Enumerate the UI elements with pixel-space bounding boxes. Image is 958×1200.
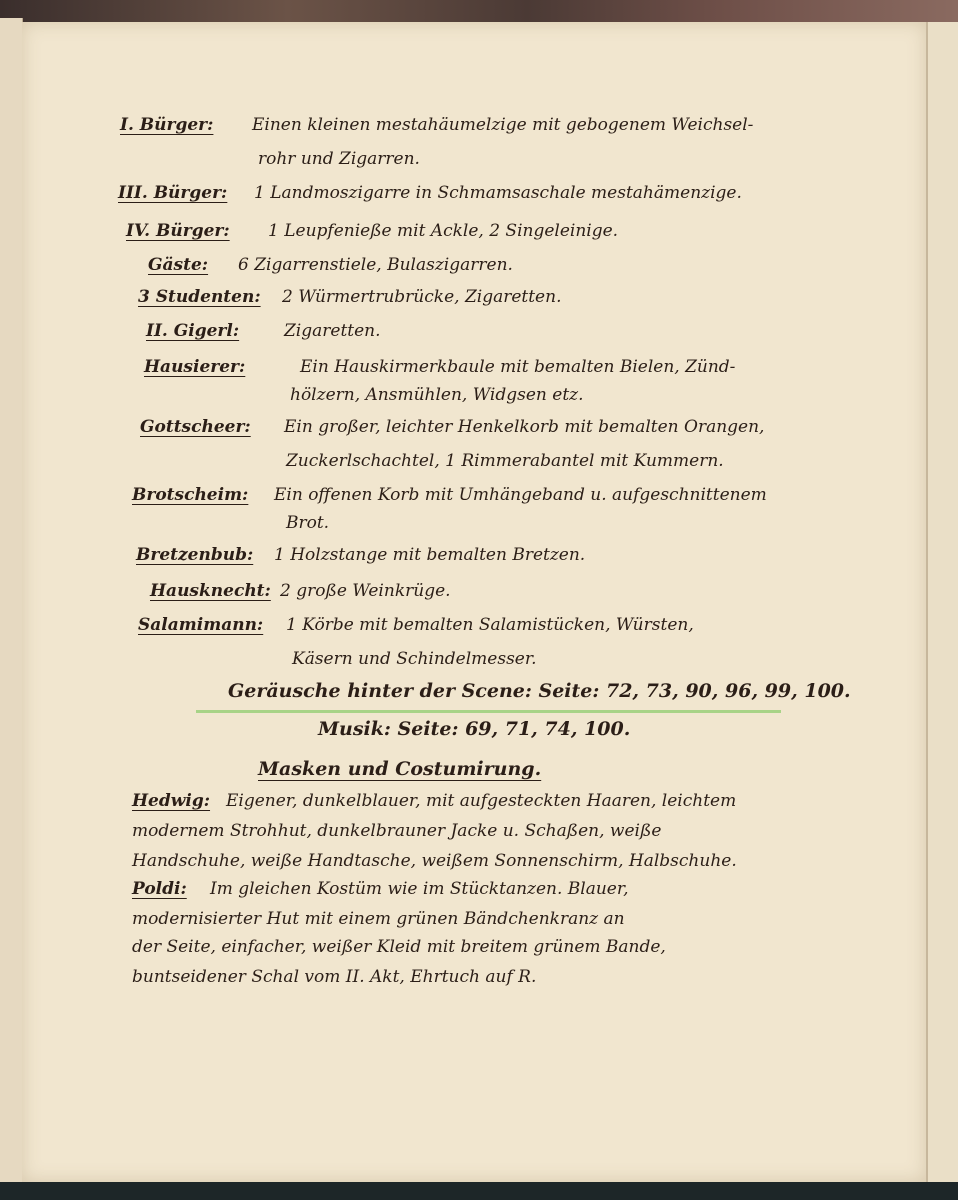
prop-line: Ein großer, leichter Henkelkorb mit bemalten Orangen, — [284, 417, 765, 437]
prop-line: 1 Holzstange mit bemalten Bretzen. — [274, 545, 586, 565]
role-label: Poldi: — [132, 879, 187, 899]
costume-line: Im gleichen Kostüm wie im Stücktanzen. Blauer, — [210, 879, 629, 899]
role-label: Salamimann: — [138, 615, 264, 635]
role-label: Hedwig: — [132, 791, 211, 811]
prop-line: Käsern und Schindelmesser. — [292, 649, 537, 669]
previous-page-edge — [0, 18, 23, 1184]
prop-line: 1 Landmoszigarre in Schmamsaschale mestahämenzige. — [254, 183, 742, 203]
costume-line: modernisierter Hut mit einem grünen Bändchenkranz an — [132, 909, 625, 929]
costume-line: Handschuhe, weiße Handtasche, weißem Sonnenschirm, Halbschuhe. — [132, 851, 737, 871]
costume-line: modernem Strohhut, dunkelbrauner Jacke u. Schaßen, weiße — [132, 821, 662, 841]
role-label: Hausknecht: — [150, 581, 271, 601]
costumes-heading: Masken und Costumirung. — [258, 758, 542, 780]
role-label: Gottscheer: — [140, 417, 251, 437]
sounds-line: Geräusche hinter der Scene: Seite: 72, 73, 90, 96, 99, 100. — [228, 680, 851, 702]
role-label: Bretzenbub: — [136, 545, 254, 565]
book-cover-edge — [0, 0, 958, 22]
next-page-edge — [926, 22, 958, 1182]
prop-line: Brot. — [286, 513, 330, 533]
prop-line: Zuckerlschachtel, 1 Rimmerabantel mit Kummern. — [286, 451, 724, 471]
prop-line: hölzern, Ansmühlen, Widgsen etz. — [290, 385, 584, 405]
green-highlight-stroke — [196, 710, 781, 713]
prop-line: rohr und Zigarren. — [258, 149, 420, 169]
role-label: I. Bürger: — [120, 115, 214, 135]
prop-line: 1 Körbe mit bemalten Salamistücken, Würsten, — [286, 615, 694, 635]
prop-line: 2 große Weinkrüge. — [280, 581, 451, 601]
costume-line: der Seite, einfacher, weißer Kleid mit breitem grünem Bande, — [132, 937, 666, 957]
role-label: III. Bürger: — [118, 183, 228, 203]
role-label: 3 Studenten: — [138, 287, 261, 307]
book-bottom-edge — [0, 1182, 958, 1200]
prop-line: Einen kleinen mestahäumelzige mit gebogenem Weichsel- — [252, 115, 754, 135]
prop-line: Ein Hauskirmerkbaule mit bemalten Bielen, Zünd- — [300, 357, 736, 377]
prop-line: Ein offenen Korb mit Umhängeband u. aufgeschnittenem — [274, 485, 767, 505]
role-label: IV. Bürger: — [126, 221, 230, 241]
role-label: Hausierer: — [144, 357, 246, 377]
role-label: Brotscheim: — [132, 485, 249, 505]
music-line: Musik: Seite: 69, 71, 74, 100. — [318, 718, 631, 740]
prop-line: 2 Würmertrubrücke, Zigaretten. — [282, 287, 562, 307]
prop-line: Zigaretten. — [284, 321, 381, 341]
prop-line: 1 Leupfenieße mit Ackle, 2 Singeleinige. — [268, 221, 619, 241]
costume-line: Eigener, dunkelblauer, mit aufgesteckten Haaren, leichtem — [226, 791, 737, 811]
role-label: Gäste: — [148, 255, 209, 275]
prop-line: 6 Zigarrenstiele, Bulaszigarren. — [238, 255, 513, 275]
manuscript-page — [22, 22, 926, 1182]
costume-line: buntseidener Schal vom II. Akt, Ehrtuch auf R. — [132, 967, 537, 987]
role-label: II. Gigerl: — [146, 321, 240, 341]
